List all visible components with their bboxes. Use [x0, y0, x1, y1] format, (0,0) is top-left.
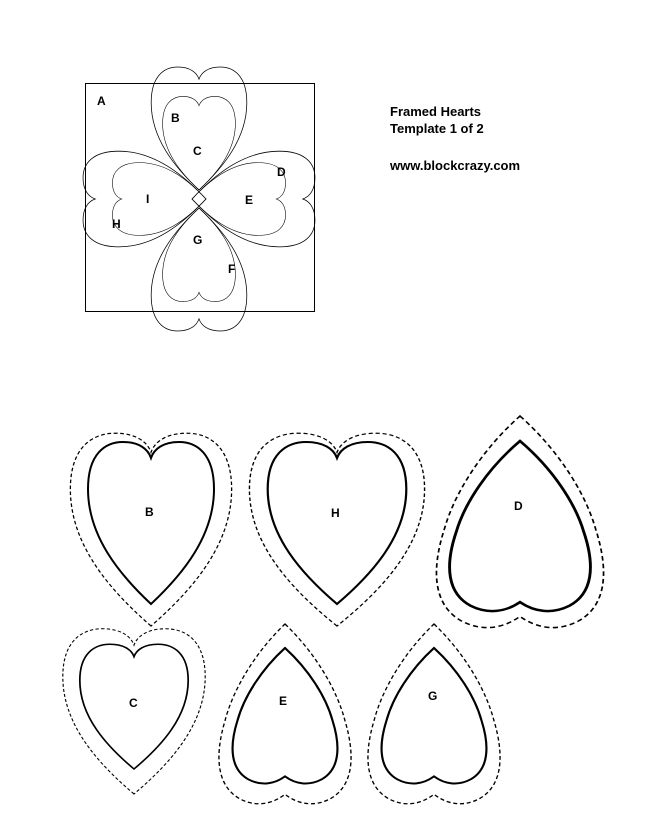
piece-label-d: D: [514, 499, 523, 513]
diagram-label-b: B: [171, 111, 180, 125]
piece-label-c: C: [129, 696, 138, 710]
pattern-piece-h: [249, 433, 424, 626]
diagram-label-c: C: [193, 144, 202, 158]
page-title: Framed Hearts: [390, 104, 482, 119]
diagram-heart-i: [192, 151, 315, 247]
diagram-label-f: F: [228, 262, 236, 276]
diagram-label-e: E: [245, 193, 254, 207]
diagram-label-a: A: [97, 94, 106, 108]
pattern-piece-g: [368, 624, 500, 804]
website-url: www.blockcrazy.com: [390, 158, 521, 173]
diagram-label-h: H: [112, 217, 121, 231]
diagram-label-d: D: [277, 165, 286, 179]
block-frame: [86, 84, 315, 312]
piece-label-e: E: [279, 694, 288, 708]
pattern-piece-d: [436, 416, 603, 628]
pattern-piece-c: [63, 629, 205, 794]
pattern-piece-e: [219, 624, 351, 804]
pattern-piece-b: [70, 433, 231, 626]
block-diagram: [83, 67, 315, 331]
diagram-label-i: I: [146, 192, 150, 206]
page-subtitle: Template 1 of 2: [390, 121, 484, 136]
piece-label-g: G: [428, 689, 438, 703]
diagram-label-g: G: [193, 233, 203, 247]
diagram-heart-c: [151, 67, 247, 190]
piece-label-h: H: [331, 506, 340, 520]
diagram-heart-e: [83, 151, 206, 247]
piece-label-b: B: [145, 505, 154, 519]
